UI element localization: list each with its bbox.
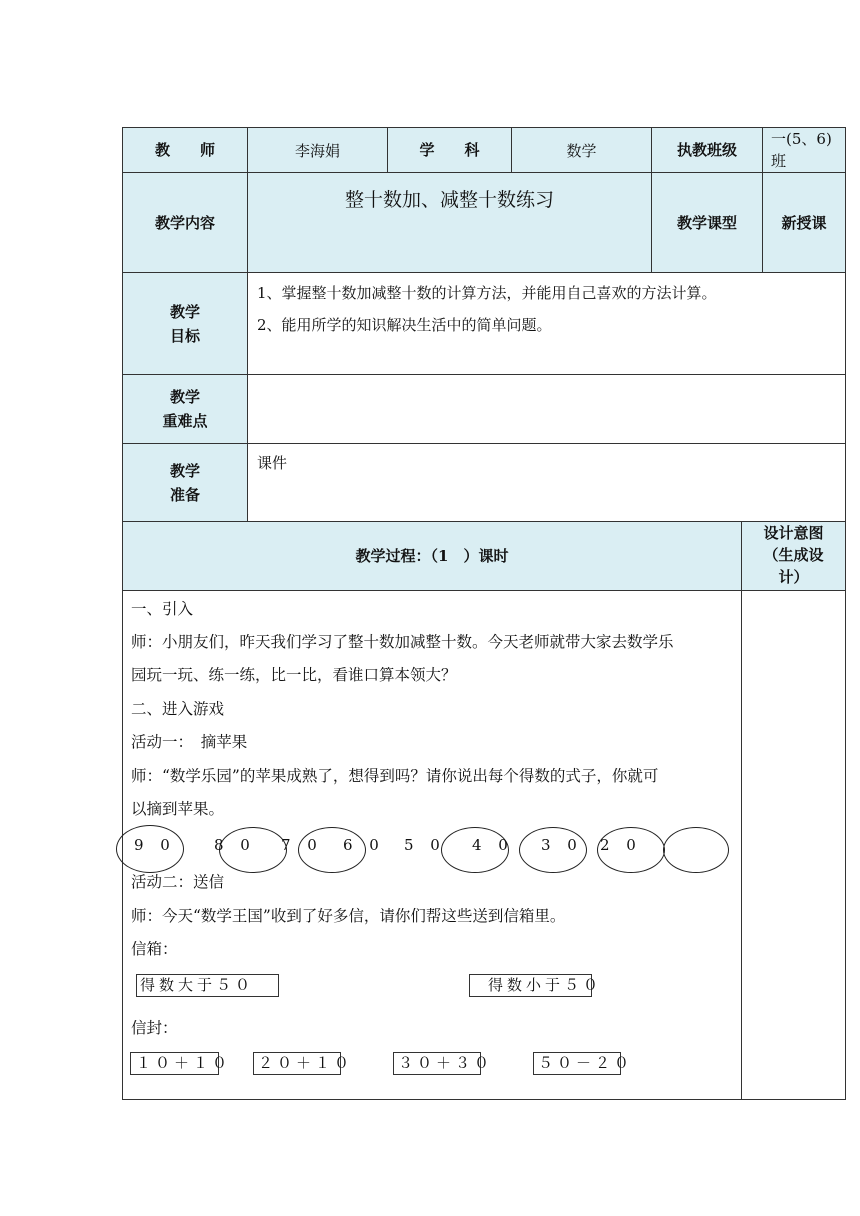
key-points-content bbox=[247, 374, 846, 444]
body-line: 师：今天“数学王国”收到了好多信，请你们帮这些送到信箱里。 bbox=[131, 907, 566, 925]
mailbox-heading: 信箱： bbox=[131, 940, 178, 958]
body-line: 以摘到苹果。 bbox=[131, 800, 225, 818]
goal-item: 2、能用所学的知识解决生活中的简单问题。 bbox=[257, 316, 552, 334]
body-line: 师：小朋友们，昨天我们学习了整十数加减整十数。今天老师就带大家去数学乐 bbox=[131, 633, 674, 651]
apple-number: 4 0 bbox=[472, 836, 514, 854]
section-game: 二、进入游戏 bbox=[131, 700, 225, 718]
apple-number: 2 0 bbox=[600, 836, 642, 854]
content-title-cell bbox=[247, 172, 652, 273]
section-intro: 一、引入 bbox=[131, 600, 194, 618]
goals-label-line2: 目标 bbox=[169, 326, 200, 345]
prep-content bbox=[247, 443, 846, 522]
design-line3: 计） bbox=[778, 568, 809, 586]
envelope: ２０＋１０ bbox=[253, 1052, 341, 1075]
class-value-line2: 班 bbox=[771, 152, 787, 170]
key-points-label-line1: 教学 bbox=[169, 388, 200, 406]
goal-item: 1、掌握整十数加减整十数的计算方法，并能用自己喜欢的方法计算。 bbox=[257, 284, 717, 302]
lesson-type-label: 教学课型 bbox=[651, 172, 763, 273]
teacher-label: 教 师 bbox=[122, 127, 248, 173]
key-points-label bbox=[122, 374, 248, 444]
apple-number: 8 0 bbox=[214, 836, 256, 854]
apple-number: 5 0 bbox=[404, 836, 446, 854]
class-value-line1: 一(5、6) bbox=[771, 130, 832, 148]
subject-value: 数学 bbox=[511, 127, 652, 173]
subject-label: 学 科 bbox=[387, 127, 512, 173]
design-intent-header bbox=[741, 521, 846, 591]
lesson-title: 整十数加、减整十数练习 bbox=[344, 189, 554, 211]
goals-content bbox=[247, 272, 846, 375]
mailbox-greater: 得数大于５０ bbox=[136, 974, 279, 997]
prep-label-line2: 准备 bbox=[169, 485, 200, 504]
apple-oval bbox=[663, 827, 729, 873]
apple-number: 9 0 bbox=[134, 836, 176, 854]
design-line2: （生成设 bbox=[763, 546, 824, 564]
goals-label bbox=[122, 272, 248, 375]
body-line: 园玩一玩、练一练，比一比，看谁口算本领大？ bbox=[131, 666, 457, 684]
apple-number: 3 0 bbox=[541, 836, 583, 854]
envelope: ３０＋３０ bbox=[393, 1052, 481, 1075]
apple-number: 7 0 bbox=[281, 836, 323, 854]
envelope: ５０－２０ bbox=[533, 1052, 621, 1075]
lesson-type-value: 新授课 bbox=[762, 172, 846, 273]
process-header: 教学过程：（1 ）课时 bbox=[122, 521, 742, 591]
design-line1: 设计意图 bbox=[763, 524, 824, 542]
key-points-label-line2: 重难点 bbox=[162, 412, 208, 430]
class-value bbox=[762, 127, 846, 173]
apple-number: 6 0 bbox=[343, 836, 385, 854]
content-label: 教学内容 bbox=[122, 172, 248, 273]
body-line: 师：“数学乐园”的苹果成熟了，想得到吗？请你说出每个得数的式子，你就可 bbox=[131, 767, 659, 785]
prep-label-line1: 教学 bbox=[169, 461, 200, 480]
teacher-name: 李海娟 bbox=[247, 127, 388, 173]
prep-label bbox=[122, 443, 248, 522]
prep-value: 课件 bbox=[257, 454, 288, 472]
design-intent-body bbox=[741, 590, 846, 1100]
class-label: 执教班级 bbox=[651, 127, 763, 173]
goals-label-line1: 教学 bbox=[169, 302, 200, 321]
activity-two: 活动二：送信 bbox=[131, 873, 225, 891]
activity-one: 活动一： 摘苹果 bbox=[131, 733, 248, 751]
mailbox-less: 得数小于５０ bbox=[469, 974, 592, 997]
envelope: １０＋１０ bbox=[130, 1052, 219, 1075]
envelope-heading: 信封： bbox=[131, 1019, 178, 1037]
